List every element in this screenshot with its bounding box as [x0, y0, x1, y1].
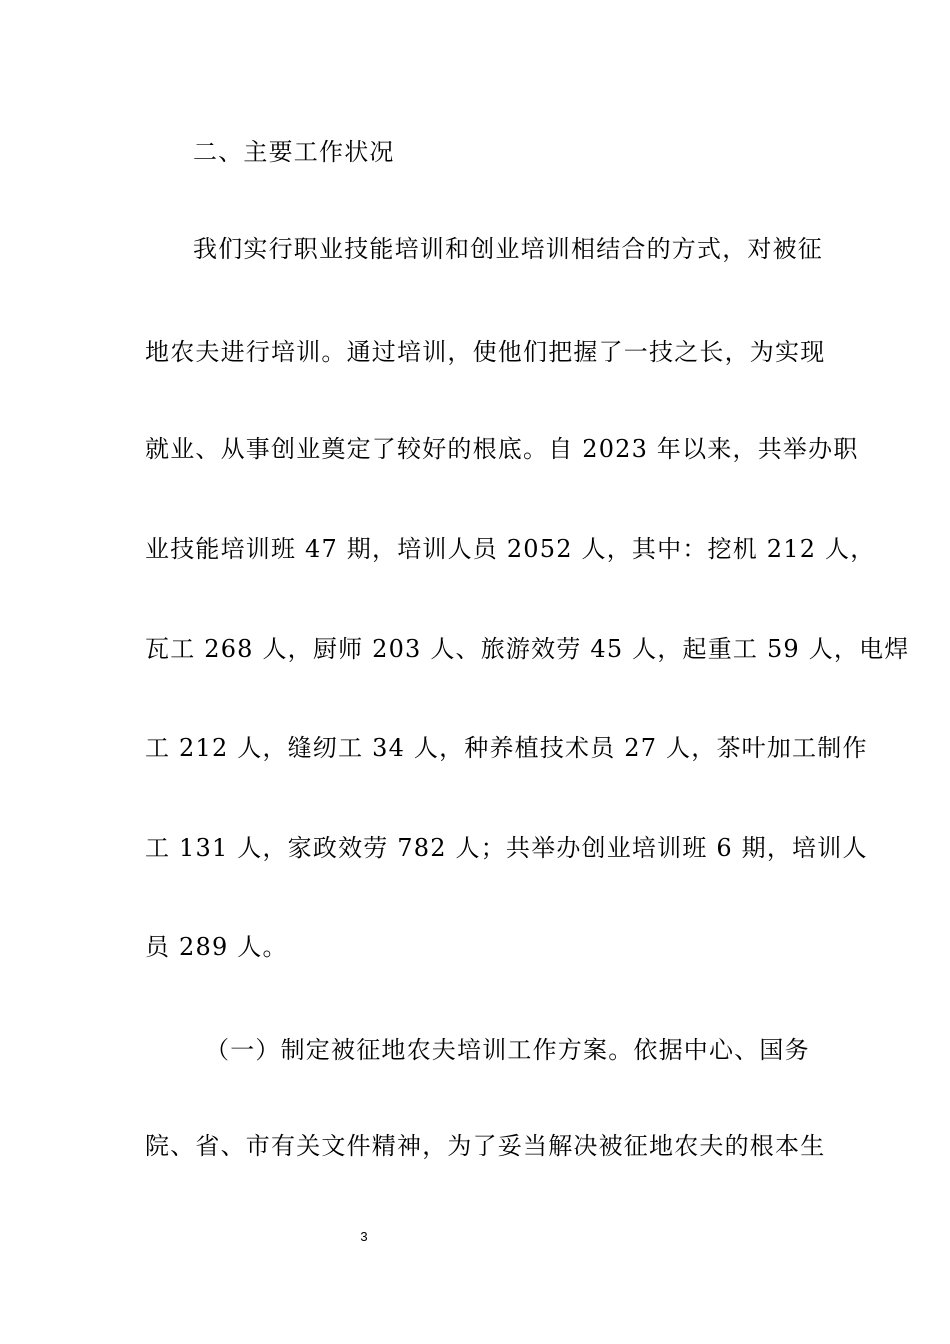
paragraph-line: 员 289 人。	[145, 933, 288, 961]
paragraph-line: （一）制定被征地农夫培训工作方案。依据中心、国务	[205, 1036, 810, 1064]
paragraph-line: 院、省、市有关文件精神，为了妥当解决被征地农夫的根本生	[145, 1132, 826, 1160]
paragraph-line: 业技能培训班 47 期，培训人员 2052 人，其中：挖机 212 人，	[145, 535, 876, 563]
paragraph-line: 我们实行职业技能培训和创业培训相结合的方式，对被征	[193, 235, 823, 263]
paragraph-line: 工 212 人，缝纫工 34 人，种养植技术员 27 人，茶叶加工制作	[145, 734, 868, 762]
paragraph-line: 工 131 人，家政效劳 782 人；共举办创业培训班 6 期，培训人	[145, 834, 868, 862]
section-heading: 二、主要工作状况	[193, 138, 395, 166]
paragraph-line: 瓦工 268 人，厨师 203 人、旅游效劳 45 人，起重工 59 人，电焊	[145, 635, 910, 663]
page-number: 3	[360, 1229, 368, 1244]
paragraph-line: 地农夫进行培训。通过培训，使他们把握了一技之长，为实现	[145, 338, 826, 366]
paragraph-line: 就业、从事创业奠定了较好的根底。自 2023 年以来，共举办职	[145, 435, 859, 463]
